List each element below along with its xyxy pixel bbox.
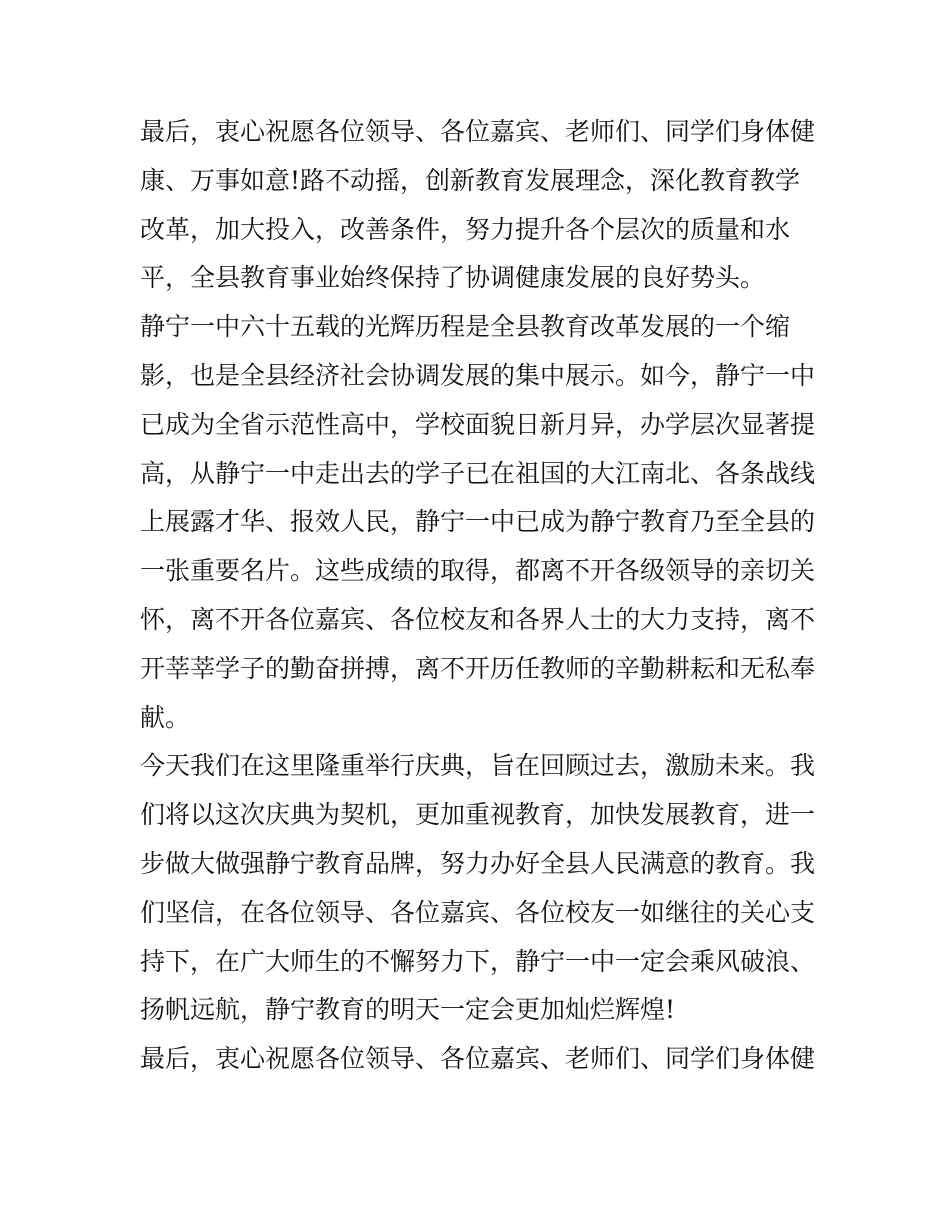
text-line-8: 高，从静宁一中走出去的学子已在祖国的大江南北、各条战线 bbox=[140, 458, 816, 488]
text-line-2: 康、万事如意!路不动摇，创新教育发展理念，深化教育教学 bbox=[140, 165, 801, 195]
text-line-16: 步做大做强静宁教育品牌，努力办好全县人民满意的教育。我 bbox=[140, 848, 816, 878]
text-line-3: 改革，加大投入，改善条件，努力提升各个层次的质量和水 bbox=[140, 214, 791, 244]
text-line-19: 扬帆远航，静宁教育的明天一定会更加灿烂辉煌! bbox=[140, 995, 676, 1025]
text-line-13: 献。 bbox=[140, 702, 191, 732]
text-line-10: 一张重要名片。这些成绩的取得，都离不开各级领导的亲切关 bbox=[140, 556, 816, 586]
text-line-1: 最后，衷心祝愿各位领导、各位嘉宾、老师们、同学们身体健 bbox=[140, 117, 816, 146]
text-line-4: 平，全县教育事业始终保持了协调健康发展的良好势头。 bbox=[140, 263, 766, 293]
document-body bbox=[140, 108, 820, 1084]
text-line-18: 持下，在广大师生的不懈努力下，静宁一中一定会乘风破浪、 bbox=[140, 946, 816, 976]
text-line-20: 最后，衷心祝愿各位领导、各位嘉宾、老师们、同学们身体健 bbox=[140, 1044, 816, 1074]
text-line-9: 上展露才华、报效人民，静宁一中已成为静宁教育乃至全县的 bbox=[140, 507, 816, 537]
text-line-11: 怀，离不开各位嘉宾、各位校友和各界人士的大力支持，离不 bbox=[140, 604, 816, 634]
text-line-7: 已成为全省示范性高中，学校面貌日新月异，办学层次显著提 bbox=[140, 409, 816, 439]
text-line-17: 们坚信，在各位领导、各位嘉宾、各位校友一如继往的关心支 bbox=[140, 897, 816, 927]
text-line-15: 们将以这次庆典为契机，更加重视教育，加快发展教育，进一 bbox=[140, 800, 816, 830]
text-line-12: 开莘莘学子的勤奋拼搏，离不开历任教师的辛勤耕耘和无私奉 bbox=[140, 653, 816, 683]
text-line-5: 静宁一中六十五载的光辉历程是全县教育改革发展的一个缩 bbox=[140, 312, 791, 342]
text-line-6: 影，也是全县经济社会协调发展的集中展示。如今，静宁一中 bbox=[140, 360, 816, 390]
text-line-14: 今天我们在这里隆重举行庆典，旨在回顾过去，激励未来。我 bbox=[140, 751, 816, 781]
